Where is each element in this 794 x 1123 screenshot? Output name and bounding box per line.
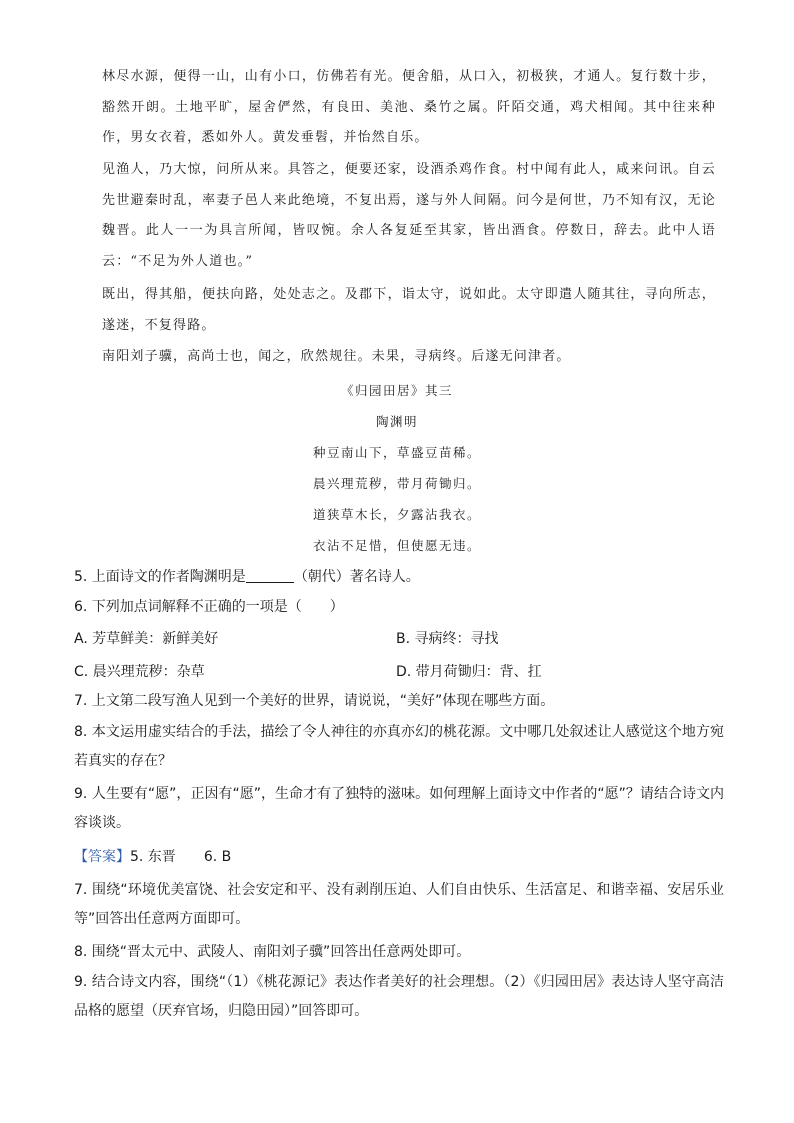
passage-text: 林尽水源，便得一山，山有小口，仿佛若有光。便舍船，从口入，初极狭，才通人。复行数十步，豁然开朗。土地平旷，屋舍俨然，有良田、美池、桑竹之属。阡陌交通，鸡犬相闻。其中往来种作，男女衣着，悉如外人。黄发垂髫，并怡然自乐。 <box>102 69 716 145</box>
passage-para-2 <box>102 155 716 277</box>
option-b: B. 寻病终：寻找 <box>396 631 499 647</box>
answer-9: 9. 结合诗文内容，围绕“（1）《桃花源记》表达作者美好的社会理想。（2）《归园田居》表达诗人坚守高洁品格的愿望（厌弃官场，归隐田园）”回答即可。 <box>74 974 724 1019</box>
question-9: 9. 人生要有“愿”，正因有“愿”，生命才有了独特的滋味。如何理解上面诗文中作者的“愿”？请结合诗文内容谈谈。 <box>74 786 724 831</box>
passage-para-3 <box>102 280 716 341</box>
question-5 <box>74 563 724 592</box>
option-a: A. 芳草鲜美：新鲜美好 <box>74 631 219 647</box>
answer-blank[interactable] <box>246 568 294 583</box>
passage-para-1 <box>102 62 716 154</box>
passage-para-4 <box>102 342 716 373</box>
option-d: D. 带月荷锄归：背、扛 <box>396 664 542 680</box>
poem-line-4: 衣沾不足惜，但使愿无违。 <box>312 538 481 553</box>
poem-line-2: 晨兴理荒秽，带月荷锄归。 <box>312 476 481 491</box>
answer-5: 5. 东晋 <box>130 849 176 865</box>
poem-author: 陶渊明 <box>375 414 418 429</box>
question-6: 6. 下列加点词解释不正确的一项是（ ） <box>74 599 344 615</box>
question-7: 7. 上文第二段写渔人见到一个美好的世界，请说说，“美好”体现在哪些方面。 <box>74 693 555 709</box>
answer-tag: 【答案】 <box>74 849 130 865</box>
option-c: C. 晨兴理荒秽：杂草 <box>74 664 205 680</box>
answer-block <box>74 843 724 872</box>
question-5-text-end: （朝代）著名诗人。 <box>293 569 420 585</box>
question-8: 8. 本文运用虚实结合的手法，描绘了令人神往的亦真亦幻的桃花源。文中哪几处叙述让人感觉这个地方宛若真实的存在？ <box>74 724 724 769</box>
answer-7: 7. 围绕“环境优美富饶、社会安定和平、没有剥削压迫、人们自由快乐、生活富足、和谐幸福、安居乐业等”回答出任意两方面即可。 <box>74 882 724 927</box>
poem-line-1: 种豆南山下，草盛豆苗稀。 <box>312 445 481 460</box>
question-5-text: 5. 上面诗文的作者陶渊明是 <box>74 569 246 585</box>
answer-6: 6. B <box>203 849 232 865</box>
poem-line-3: 道狭草木长，夕露沾我衣。 <box>312 507 481 522</box>
passage-text: 见渔人，乃大惊，问所从来。具答之，便要还家，设酒杀鸡作食。村中闻有此人，咸来问讯。自云先世避秦时乱，率妻子邑人来此绝境，不复出焉，遂与外人间隔。问今是何世，乃不知有汉，无论魏晋。此人一一为具言所闻，皆叹惋。余人各复延至其家，皆出酒食。停数日，辞去。此中人语云：“不足为外人道也。” <box>102 162 716 269</box>
answer-8: 8. 围绕“晋太元中、武陵人、南阳刘子骥”回答出任意两处即可。 <box>74 944 471 960</box>
passage-text: 南阳刘子骥，高尚士也，闻之，欣然规往。未果，寻病终。后遂无问津者。 <box>102 349 571 364</box>
passage-text: 既出，得其船，便扶向路，处处志之。及郡下，诣太守，说如此。太守即遣人随其往，寻向所志，遂迷，不复得路。 <box>102 287 716 333</box>
poem-title: 《归园田居》其三 <box>340 383 453 398</box>
